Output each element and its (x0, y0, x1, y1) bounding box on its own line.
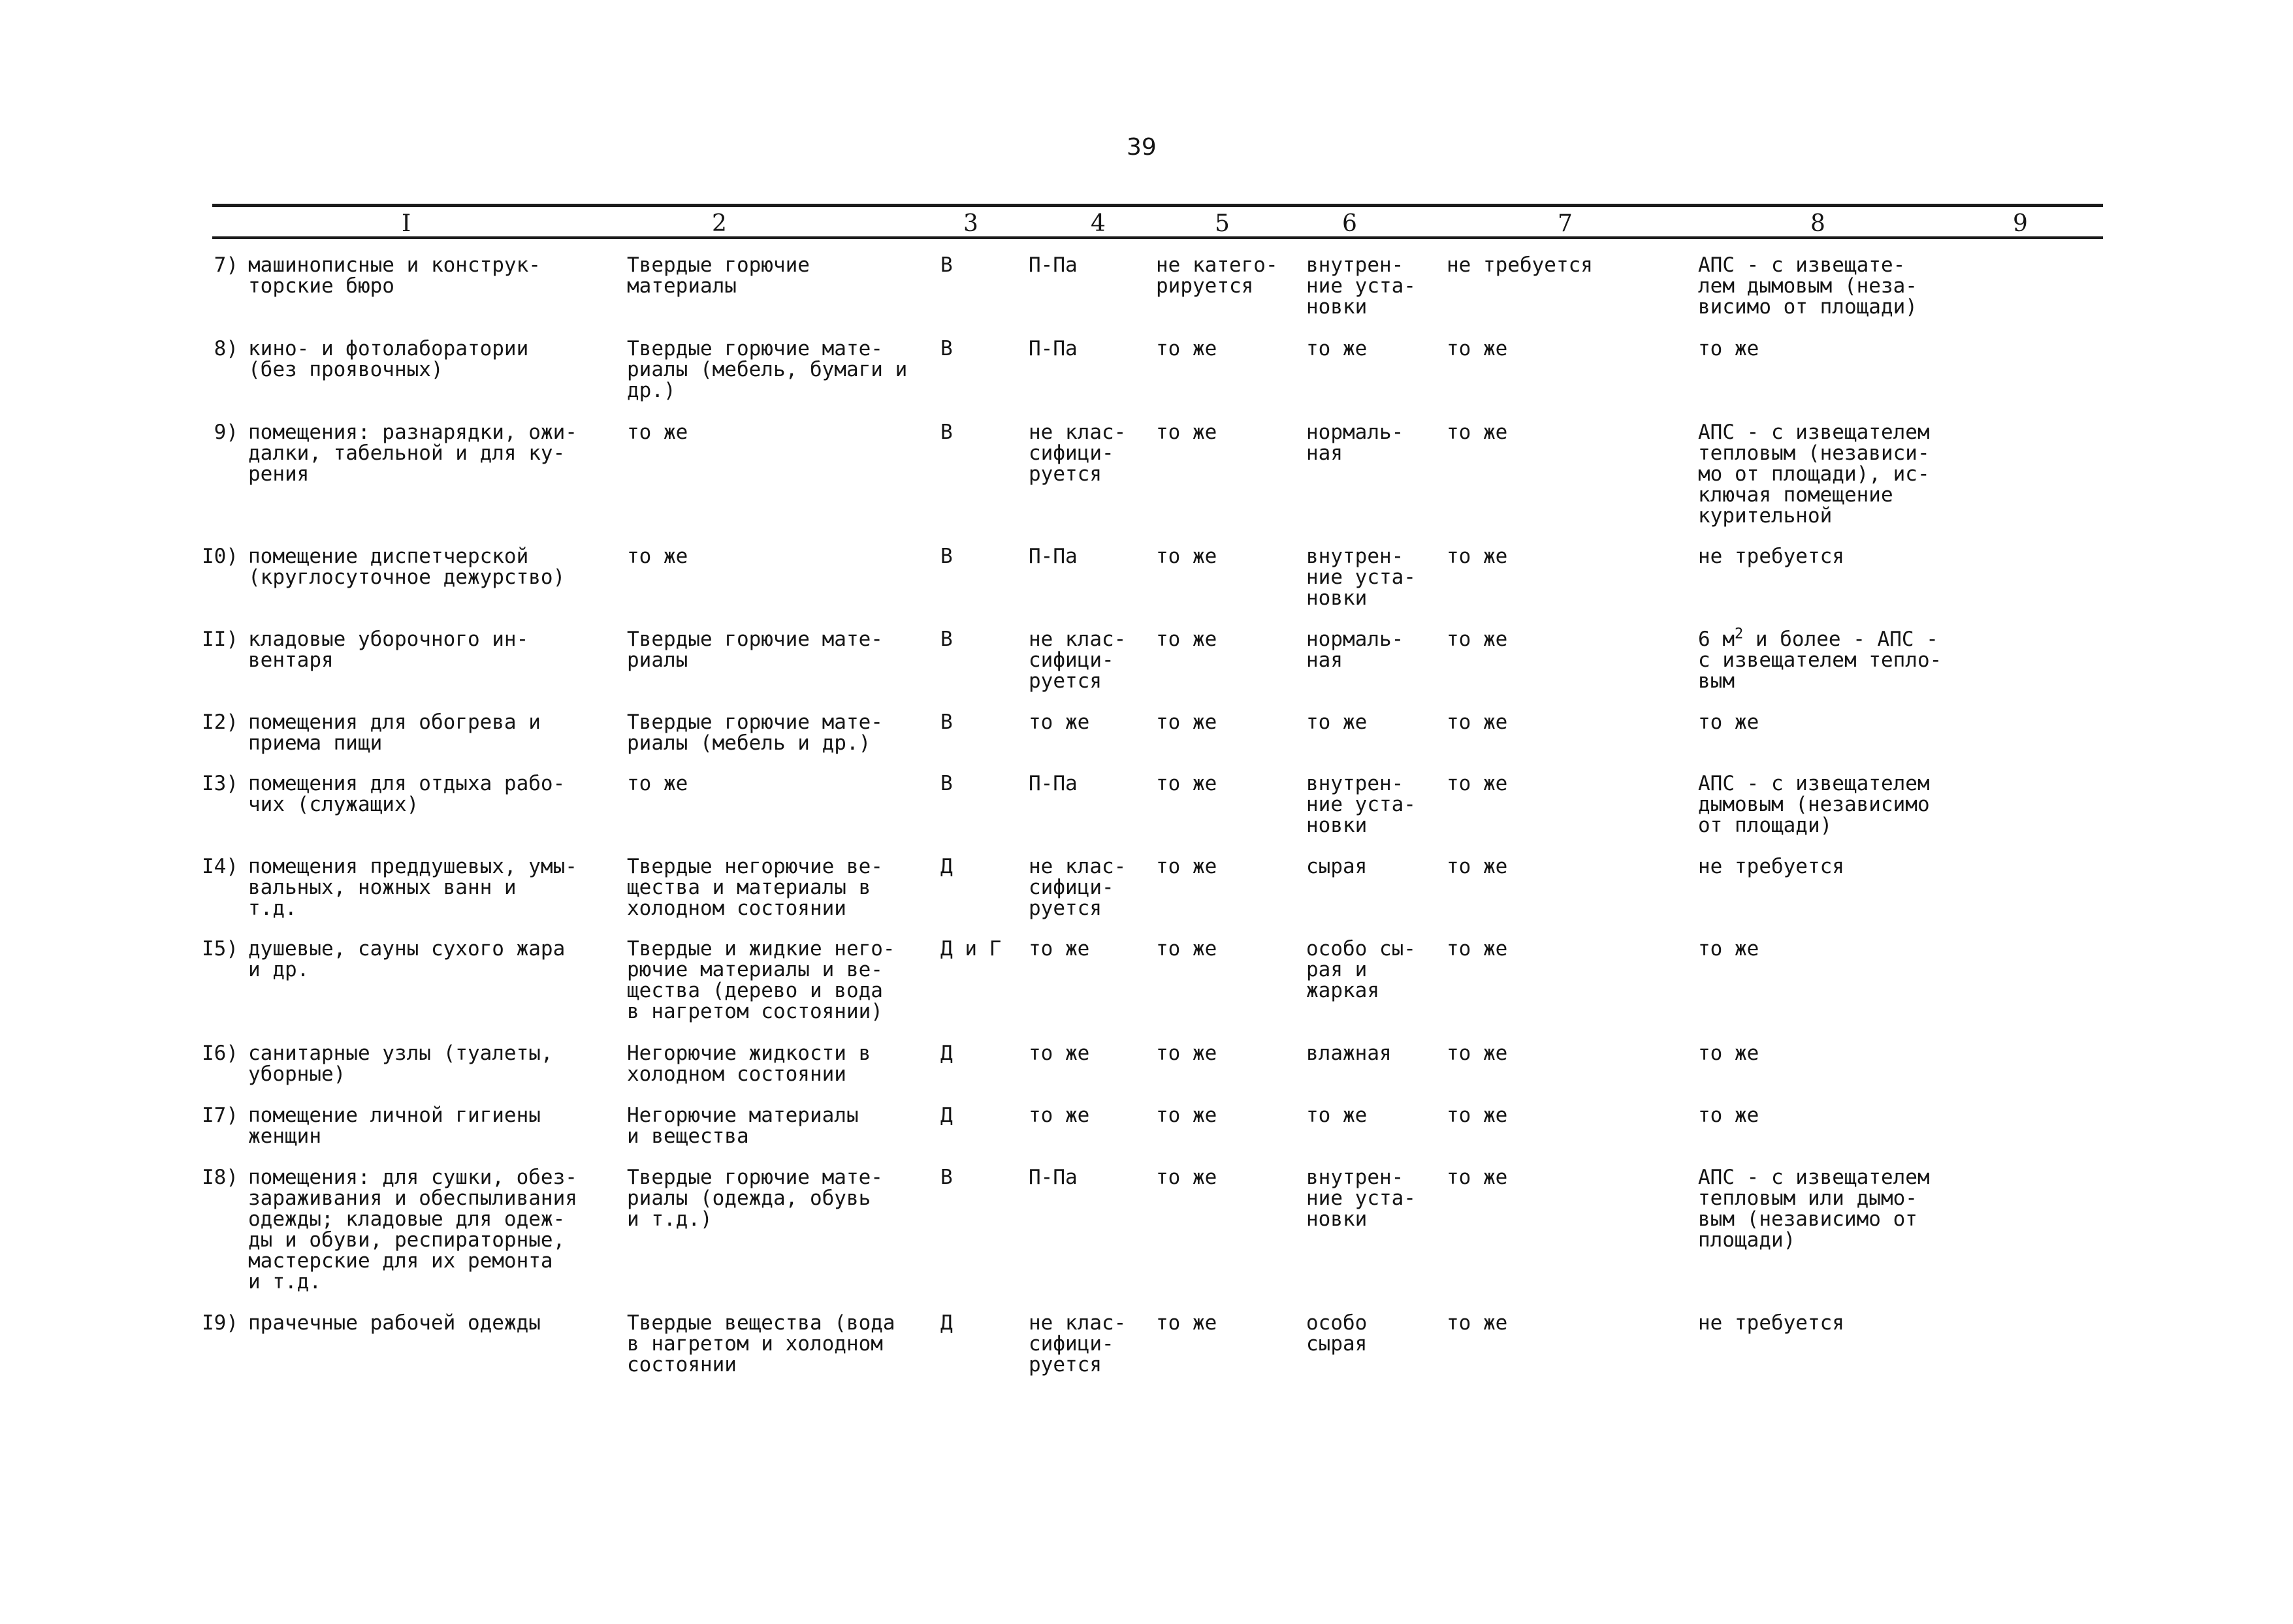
material-cell: Негорючие жидкости в холодном состоянии (627, 1042, 871, 1086)
environment-cell: то же (1306, 1104, 1368, 1127)
column-8-cell: АПС - с извещате- лем дымовым (неза- висимо от площади) (1698, 253, 1917, 319)
column-7-cell: то же (1447, 1104, 1508, 1127)
explosion-class-cell: то же (1156, 937, 1217, 961)
column-8-cell (1698, 626, 1942, 693)
explosion-class-cell: то же (1156, 855, 1217, 878)
fire-class-cell: не клас- сифици- руется (1029, 421, 1127, 486)
column-8-cell: то же (1698, 710, 1759, 734)
row-number: I9) (202, 1311, 238, 1335)
column-7-cell: то же (1447, 772, 1508, 795)
explosion-class-cell: то же (1156, 545, 1217, 568)
row-number: 7) (214, 253, 238, 277)
category-cell: В (940, 772, 953, 795)
fire-class-cell: П-Па (1029, 545, 1078, 568)
environment-cell: нормаль- ная (1306, 628, 1404, 672)
row-number: I4) (202, 855, 238, 878)
column-7-cell: то же (1447, 1166, 1508, 1189)
room-name: санитарные узлы (туалеты, уборные) (248, 1042, 553, 1086)
explosion-class-cell: то же (1156, 1104, 1217, 1127)
category-cell: В (940, 421, 953, 444)
column-8-cell: то же (1698, 1104, 1759, 1127)
material-cell: то же (627, 421, 688, 444)
row-number: I0) (202, 545, 238, 568)
environment-cell: особо сы- рая и жаркая (1306, 937, 1416, 1002)
column-8-cell: то же (1698, 337, 1759, 360)
explosion-class-cell: то же (1156, 421, 1217, 444)
environment-cell: сырая (1306, 855, 1368, 878)
material-cell: Твердые горючие мате- риалы (627, 628, 883, 672)
material-cell: то же (627, 772, 688, 795)
material-cell: Негорючие материалы и вещества (627, 1104, 859, 1148)
fire-class-cell: не клас- сифици- руется (1029, 1311, 1127, 1377)
category-cell: В (940, 710, 953, 734)
room-name: помещение диспетчерской (круглосуточное дежурство) (248, 545, 566, 589)
room-name: помещение личной гигиены женщин (248, 1104, 541, 1148)
column-7-cell: то же (1447, 421, 1508, 444)
explosion-class-cell: то же (1156, 337, 1217, 360)
room-name: душевые, сауны сухого жара и др. (248, 937, 566, 981)
column-8-cell: не требуется (1698, 1311, 1844, 1335)
environment-cell: то же (1306, 337, 1368, 360)
column-header-7: 7 (1558, 210, 1573, 237)
row-number: I3) (202, 772, 238, 795)
row-number: 9) (214, 421, 238, 444)
environment-cell: то же (1306, 710, 1368, 734)
category-cell: Д (940, 855, 953, 878)
material-cell: Твердые и жидкие него- рючие материалы и ве- щества (дерево и вода в нагретом состоянии) (627, 937, 895, 1023)
room-name: помещения для обогрева и приема пищи (248, 710, 541, 755)
column-7-cell: то же (1447, 337, 1508, 360)
material-cell: Твердые горючие мате- риалы (мебель и др.) (627, 710, 883, 755)
row-number: I2) (202, 710, 238, 734)
fire-class-cell: то же (1029, 1104, 1090, 1127)
row-number: I5) (202, 937, 238, 961)
environment-cell: влажная (1306, 1042, 1392, 1065)
room-name: кладовые уборочного ин- вентаря (248, 628, 529, 672)
category-cell: Д (940, 1311, 953, 1335)
row-number: 8) (214, 337, 238, 360)
fire-class-cell: не клас- сифици- руется (1029, 855, 1127, 920)
row-number: II) (202, 628, 238, 651)
explosion-class-cell: не катего- рируется (1156, 253, 1278, 298)
row-number: I8) (202, 1166, 238, 1189)
column-7-cell: то же (1447, 628, 1508, 651)
column-8-text: и более - АПС - с извещателем тепло- вым (1698, 628, 1942, 693)
fire-class-cell: П-Па (1029, 337, 1078, 360)
room-name: помещения: разнарядки, ожи- далки, табельной и для ку- рения (248, 421, 577, 486)
category-cell: Д (940, 1104, 953, 1127)
environment-cell: внутрен- ние уста- новки (1306, 545, 1416, 610)
column-header-6: 6 (1342, 210, 1357, 237)
column-8-cell: то же (1698, 1042, 1759, 1065)
fire-class-cell: не клас- сифици- руется (1029, 628, 1127, 693)
page-number: 39 (1127, 134, 1157, 161)
fire-class-cell: П-Па (1029, 772, 1078, 795)
column-7-cell: то же (1447, 937, 1508, 961)
category-cell: Д и Г (940, 937, 1002, 961)
column-header-2: 2 (712, 210, 727, 237)
environment-cell: внутрен- ние уста- новки (1306, 253, 1416, 319)
column-7-cell: то же (1447, 710, 1508, 734)
row-number: I6) (202, 1042, 238, 1065)
column-header-3: 3 (963, 210, 978, 237)
column-7-cell: то же (1447, 545, 1508, 568)
environment-cell: внутрен- ние уста- новки (1306, 1166, 1416, 1231)
category-cell: В (940, 628, 953, 651)
room-name: прачечные рабочей одежды (248, 1311, 541, 1335)
column-header-4: 4 (1091, 210, 1106, 237)
material-cell: Твердые негорючие ве- щества и материалы в холодном состоянии (627, 855, 883, 920)
material-cell: Твердые горючие материалы (627, 253, 810, 298)
environment-cell: внутрен- ние уста- новки (1306, 772, 1416, 837)
fire-class-cell: то же (1029, 937, 1090, 961)
explosion-class-cell: то же (1156, 1311, 1217, 1335)
column-header-1: I (402, 210, 411, 237)
explosion-class-cell: то же (1156, 1042, 1217, 1065)
table-top-rule (212, 204, 2103, 207)
explosion-class-cell: то же (1156, 772, 1217, 795)
column-8-cell: не требуется (1698, 855, 1844, 878)
material-cell: Твердые вещества (вода в нагретом и холодном состоянии (627, 1311, 895, 1377)
column-8-cell: не требуется (1698, 545, 1844, 568)
area-value: 6 м (1698, 628, 1735, 651)
material-cell: то же (627, 545, 688, 568)
area-unit-exponent: 2 (1735, 626, 1744, 643)
environment-cell: особо сырая (1306, 1311, 1368, 1356)
column-8-cell: АПС - с извещателем дымовым (независимо от площади) (1698, 772, 1930, 837)
column-7-cell: то же (1447, 1042, 1508, 1065)
category-cell: Д (940, 1042, 953, 1065)
explosion-class-cell: то же (1156, 710, 1217, 734)
category-cell: В (940, 1166, 953, 1189)
row-number: I7) (202, 1104, 238, 1127)
explosion-class-cell: то же (1156, 628, 1217, 651)
category-cell: В (940, 545, 953, 568)
room-name: помещения: для сушки, обез- зараживания и обеспыливания одежды; кладовые для одеж- ды и обуви, респираторные, мастерские для их ремонта и т.д. (248, 1166, 577, 1294)
column-8-cell: АПС - с извещателем тепловым или дымо- вым (независимо от площади) (1698, 1166, 1930, 1252)
column-header-8: 8 (1810, 210, 1825, 237)
material-cell: Твердые горючие мате- риалы (одежда, обувь и т.д.) (627, 1166, 883, 1231)
column-8-cell: то же (1698, 937, 1759, 961)
room-name: кино- и фотолаборатории (без проявочных) (248, 337, 529, 381)
category-cell: В (940, 337, 953, 360)
column-7-cell: не требуется (1447, 253, 1593, 277)
fire-class-cell: П-Па (1029, 1166, 1078, 1189)
room-name: помещения преддушевых, умы- вальных, ножных ванн и т.д. (248, 855, 577, 920)
material-cell: Твердые горючие мате- риалы (мебель, бумаги и др.) (627, 337, 908, 402)
column-8-cell: АПС - с извещателем тепловым (независи- мо от площади), ис- ключая помещение курительной (1698, 421, 1930, 528)
fire-class-cell: то же (1029, 710, 1090, 734)
category-cell: В (940, 253, 953, 277)
room-name: машинописные и конструк- торские бюро (248, 253, 541, 298)
column-7-cell: то же (1447, 855, 1508, 878)
environment-cell: нормаль- ная (1306, 421, 1404, 465)
explosion-class-cell: то же (1156, 1166, 1217, 1189)
column-header-9: 9 (2013, 210, 2028, 237)
room-name: помещения для отдыха рабо- чих (служащих) (248, 772, 566, 816)
column-7-cell: то же (1447, 1311, 1508, 1335)
fire-class-cell: то же (1029, 1042, 1090, 1065)
fire-class-cell: П-Па (1029, 253, 1078, 277)
column-header-5: 5 (1215, 210, 1230, 237)
